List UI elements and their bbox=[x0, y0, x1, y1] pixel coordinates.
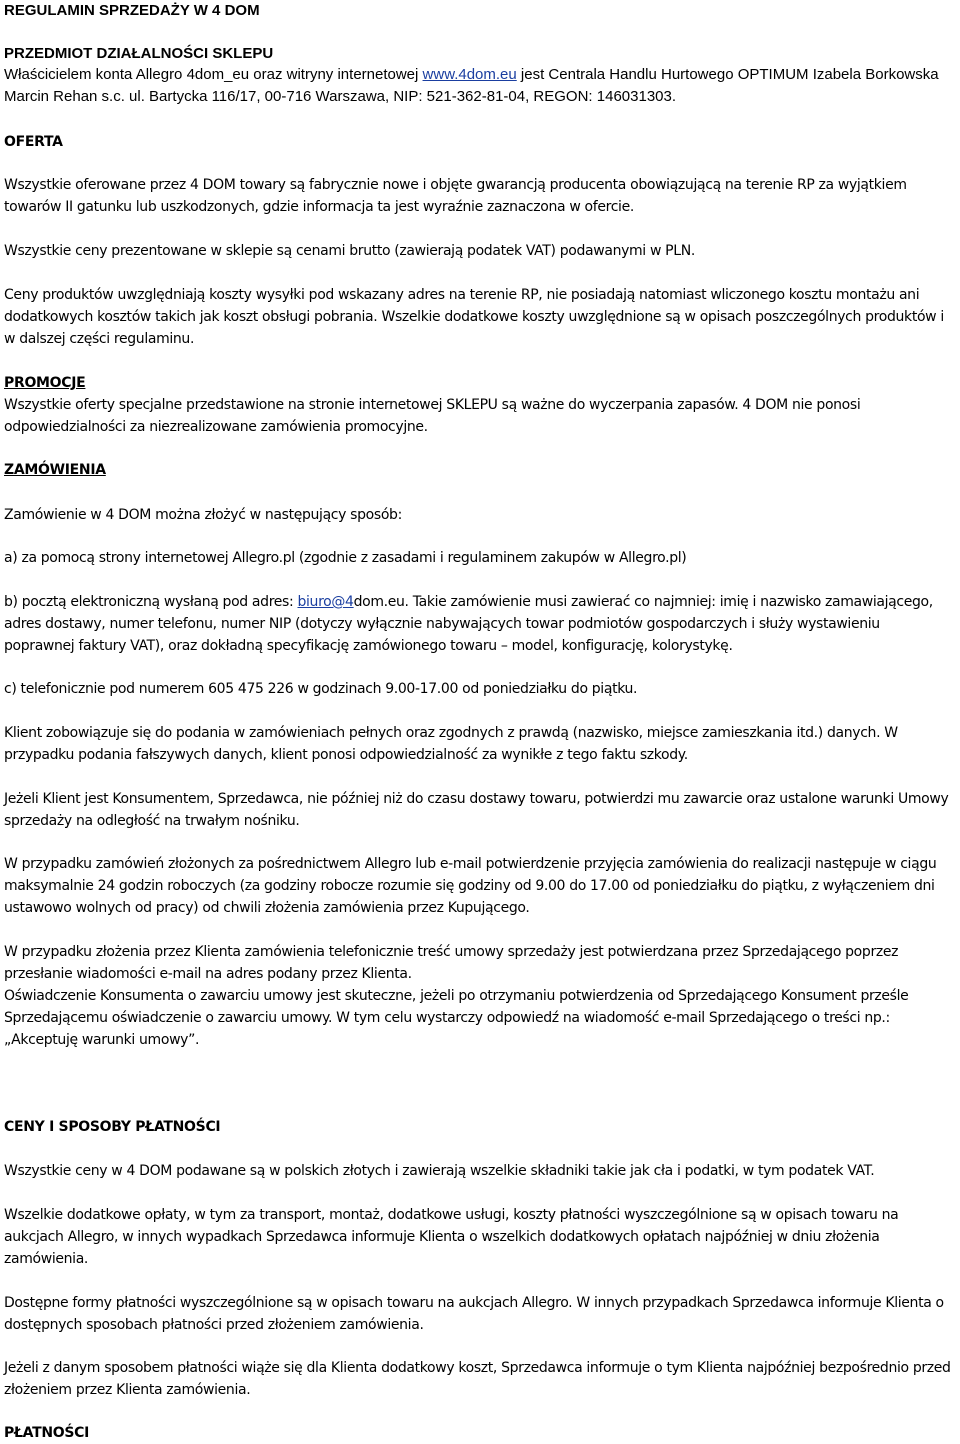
paragraph: Wszystkie oferowane przez 4 DOM towary są fabrycznie nowe i objęte gwarancją producenta obowiązującą na terenie RP za wyjątkiem towarów II gatunku lub uszkodzonych, gdzie informacja ta jest wyraźnie zaznaczona w ofercie. bbox=[4, 177, 907, 215]
section-heading: PRZEDMIOT DZIAŁALNOŚCI SKLEPU bbox=[4, 45, 274, 62]
section-przedmiot bbox=[4, 44, 954, 108]
paragraph: Jeżeli Klient jest Konsumentem, Sprzedawca, nie później niż do czasu dostawy towaru, potwierdzi mu zawarcie oraz ustalone warunki Umowy sprzedaży na odległość na trwałym nośniku. bbox=[4, 791, 949, 829]
paragraph: W przypadku zamówień złożonych za pośrednictwem Allegro lub e-mail potwierdzenie przyjęcia zamówienia do realizacji następuje w ciągu maksymalnie 24 godzin roboczych (za godziny robocze rozumie się godziny od 9.00 do 17.00 od poniedziałku do piątku, z wyłączeniem dni ustawowo wolnych od pracy) od chwili złożenia zamówienia przez Kupującego. bbox=[4, 856, 937, 916]
section-heading-ceny: CENY I SPOSOBY PŁATNOŚCI bbox=[4, 1119, 221, 1135]
paragraph: Zamówienie w 4 DOM można złożyć w następujący sposób: bbox=[4, 507, 402, 523]
paragraph: Ceny produktów uwzględniają koszty wysyłki pod wskazany adres na terenie RP, nie posiadają natomiast wliczonego kosztu montażu ani dodatkowych kosztów takich jak koszt obsługi pobrania. Wszelkie dodatkowe koszty uwzględnione są w opisach poszczególnych produktów i w dalszej części regulaminu. bbox=[4, 287, 944, 347]
paragraph bbox=[4, 591, 954, 657]
paragraph-text: jest Centrala Handlu Hurtowego OPTIMUM Izabela Borkowska Marcin Rehan s.c. ul. Bartycka 116/17, 00-716 Warszawa, NIP: 521-362-81-04, REGON: 146031303. bbox=[4, 66, 939, 105]
website-link[interactable]: www.4dom.eu bbox=[422, 66, 517, 83]
paragraph: a) za pomocą strony internetowej Allegro.pl (zgodnie z zasadami i regulaminem zakupów w Allegro.pl) bbox=[4, 550, 687, 566]
section-heading-zamowienia: ZAMÓWIENIA bbox=[4, 462, 106, 478]
paragraph: Klient zobowiązuje się do podania w zamówieniach pełnych oraz zgodnych z prawdą (nazwisko, miejsce zamieszkania itd.) danych. W przypadku podania fałszywych danych, klient ponosi odpowiedzialność za wynikłe z tego faktu szkody. bbox=[4, 725, 898, 763]
section-heading-promocje: PROMOCJE bbox=[4, 375, 86, 391]
paragraph: Dostępne formy płatności wyszczególnione są w opisach towaru na aukcjach Allegro. W innych przypadkach Sprzedawca informuje Klienta o dostępnych sposobach płatności przed złożeniem zamówienia. bbox=[4, 1295, 944, 1333]
paragraph bbox=[4, 64, 954, 108]
paragraph-text: b) pocztą elektroniczną wysłaną pod adres: bbox=[4, 594, 298, 610]
paragraph: Wszelkie dodatkowe opłaty, w tym za transport, montaż, dodatkowe usługi, koszty płatności wyszczególnione są w opisach towaru na aukcjach Allegro, w innych wypadkach Sprzedawca informuje Klienta o wszelkich dodatkowych opłatach najpóźniej w dniu złożenia zamówienia. bbox=[4, 1207, 899, 1267]
email-link[interactable]: biuro@4 bbox=[297, 594, 354, 610]
section-heading-platnosci: PŁATNOŚCI bbox=[4, 1425, 90, 1441]
paragraph: Oświadczenie Konsumenta o zawarciu umowy jest skuteczne, jeżeli po otrzymaniu potwierdzenia od Sprzedającego Konsument prześle Sprzedającemu oświadczenie o zawarciu umowy. W tym celu wystarczy odpowiedź na wiadomość e-mail Sprzedającego o treści np.: „Akceptuję warunki umowy”. bbox=[4, 988, 909, 1048]
paragraph: W przypadku złożenia przez Klienta zamówienia telefonicznie treść umowy sprzedaży jest potwierdzana przez Sprzedającego poprzez przesłanie wiadomości e-mail na adres podany przez Klienta. bbox=[4, 944, 899, 982]
paragraph: Wszystkie ceny w 4 DOM podawane są w polskich złotych i zawierają wszelkie składniki takie jak cła i podatki, w tym podatek VAT. bbox=[4, 1163, 875, 1179]
section-heading-oferta: OFERTA bbox=[4, 134, 63, 150]
paragraph-text: Właścicielem konta Allegro 4dom_eu oraz witryny internetowej bbox=[4, 66, 423, 83]
paragraph-text: dom.eu. Takie zamówienie musi zawierać co najmniej: imię i nazwisko zamawiającego, adres dostawy, numer telefonu, numer NIP (dotyczy wyłącznie nabywających towar podmiotów gospodarczych i służy wystawieniu poprawnej faktury VAT), oraz dokładną specyfikację zamówionego towaru – model, konfigurację, kolorystykę. bbox=[4, 594, 933, 654]
paragraph: c) telefonicznie pod numerem 605 475 226 w godzinach 9.00-17.00 od poniedziałku do piątku. bbox=[4, 681, 638, 697]
paragraph: Wszystkie oferty specjalne przedstawione na stronie internetowej SKLEPU są ważne do wyczerpania zapasów. 4 DOM nie ponosi odpowiedzialności za niezrealizowane zamówienia promocyjne. bbox=[4, 397, 861, 435]
document-title: REGULAMIN SPRZEDAŻY W 4 DOM bbox=[4, 2, 260, 19]
paragraph: Wszystkie ceny prezentowane w sklepie są cenami brutto (zawierają podatek VAT) podawanymi w PLN. bbox=[4, 243, 695, 259]
paragraph: Jeżeli z danym sposobem płatności wiąże się dla Klienta dodatkowy koszt, Sprzedawca informuje o tym Klienta najpóźniej bezpośrednio przed złożeniem przez Klienta zamówienia. bbox=[4, 1360, 951, 1398]
